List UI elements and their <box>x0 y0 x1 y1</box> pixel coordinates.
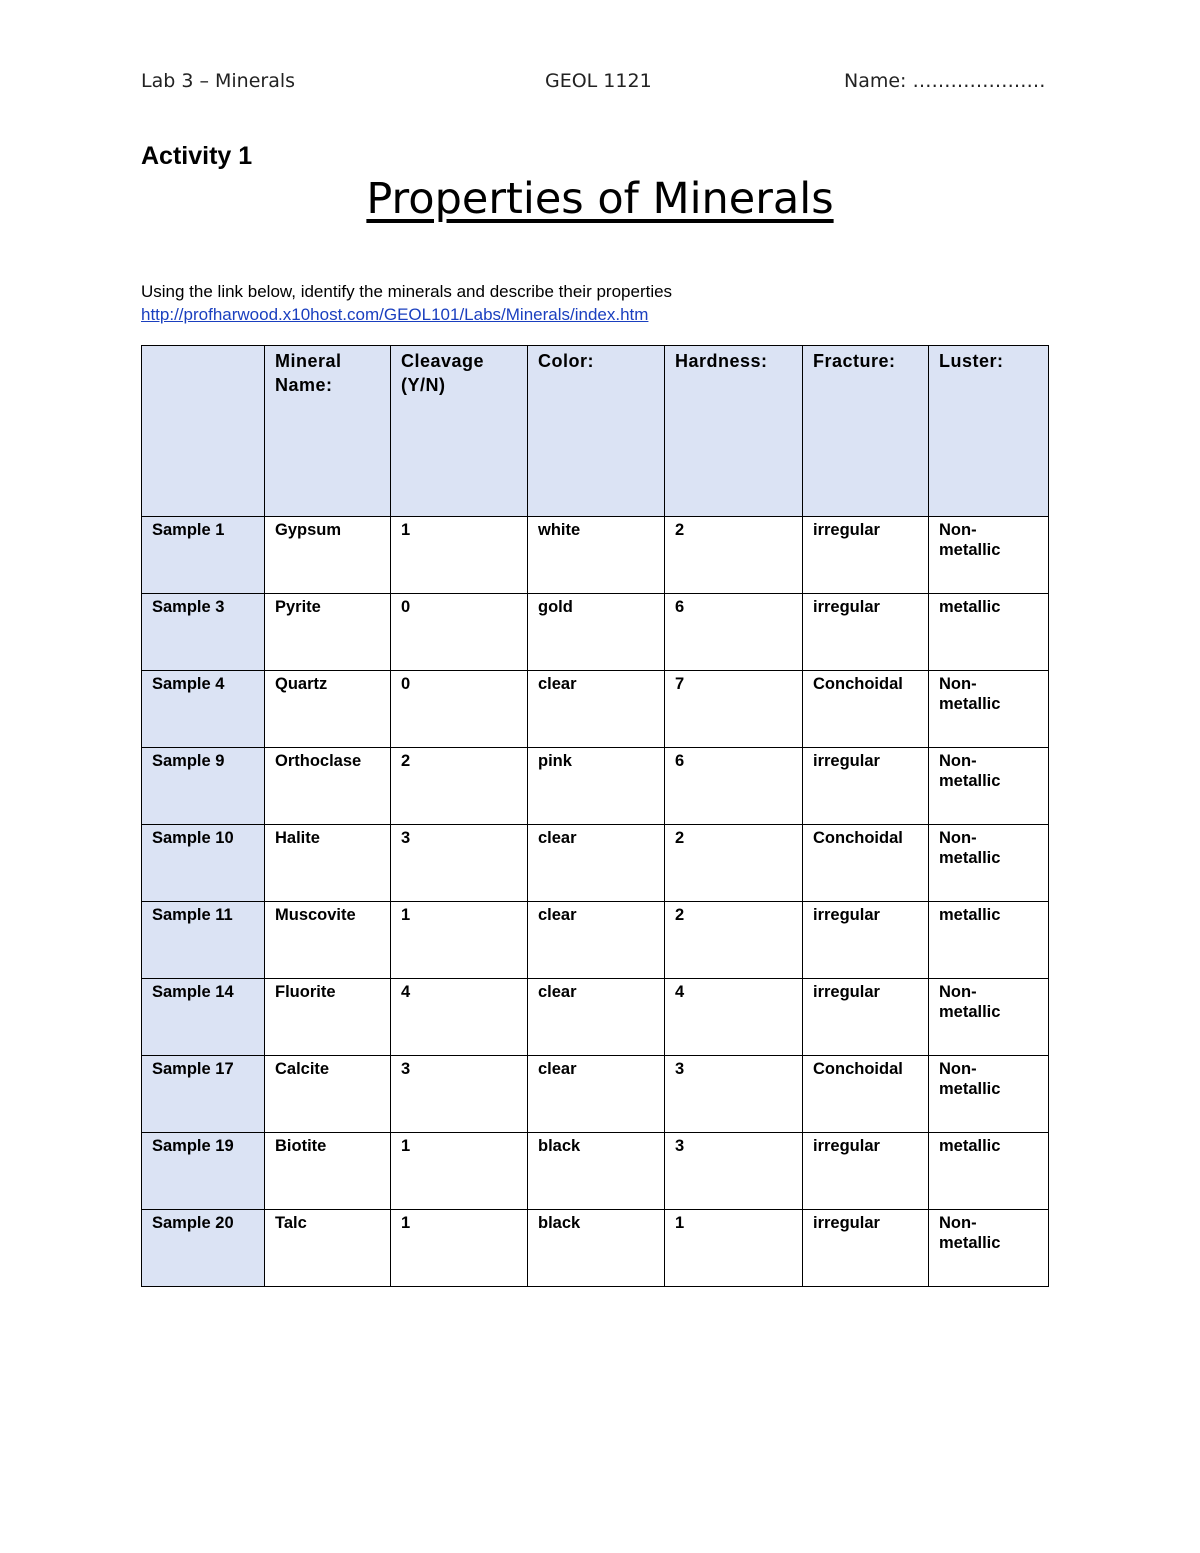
table-row <box>142 517 1049 594</box>
activity-heading: Activity 1 <box>141 142 253 170</box>
cell-sample: Sample 19 <box>142 1133 265 1210</box>
header-cell-sample <box>142 346 265 517</box>
cell-hardness: 3 <box>665 1056 803 1133</box>
cell-sample: Sample 14 <box>142 979 265 1056</box>
table-row <box>142 1056 1049 1133</box>
cell-color: black <box>528 1133 665 1210</box>
cell-cleavage: 0 <box>391 594 528 671</box>
cell-mineral-name: Gypsum <box>265 517 391 594</box>
cell-hardness: 4 <box>665 979 803 1056</box>
instructions <box>141 280 672 326</box>
cell-cleavage: 4 <box>391 979 528 1056</box>
cell-luster: metallic <box>929 1133 1049 1210</box>
cell-sample: Sample 1 <box>142 517 265 594</box>
name-field-label: Name: ………………… <box>844 70 1046 92</box>
cell-color: gold <box>528 594 665 671</box>
table-row <box>142 748 1049 825</box>
cell-fracture: Conchoidal <box>803 671 929 748</box>
cell-hardness: 2 <box>665 902 803 979</box>
cell-hardness: 2 <box>665 517 803 594</box>
cell-fracture: irregular <box>803 748 929 825</box>
cell-hardness: 1 <box>665 1210 803 1287</box>
cell-luster: metallic <box>929 902 1049 979</box>
table-header-row <box>142 346 1049 517</box>
instructions-text: Using the link below, identify the minerals and describe their properties <box>141 282 673 301</box>
cell-cleavage: 1 <box>391 1210 528 1287</box>
cell-mineral-name: Pyrite <box>265 594 391 671</box>
course-code: GEOL 1121 <box>545 70 652 92</box>
table-row <box>142 1210 1049 1287</box>
cell-fracture: irregular <box>803 517 929 594</box>
cell-fracture: irregular <box>803 594 929 671</box>
cell-cleavage: 1 <box>391 902 528 979</box>
cell-sample: Sample 10 <box>142 825 265 902</box>
cell-sample: Sample 17 <box>142 1056 265 1133</box>
cell-mineral-name: Muscovite <box>265 902 391 979</box>
cell-sample: Sample 11 <box>142 902 265 979</box>
page-header <box>141 70 1059 94</box>
cell-luster: Non-metallic <box>929 748 1049 825</box>
cell-color: pink <box>528 748 665 825</box>
cell-luster: Non-metallic <box>929 1210 1049 1287</box>
table-row <box>142 1133 1049 1210</box>
cell-mineral-name: Calcite <box>265 1056 391 1133</box>
cell-sample: Sample 3 <box>142 594 265 671</box>
cell-cleavage: 1 <box>391 517 528 594</box>
header-cell-mineral-name: Mineral Name: <box>265 346 391 517</box>
cell-fracture: Conchoidal <box>803 825 929 902</box>
cell-cleavage: 0 <box>391 671 528 748</box>
table-row <box>142 902 1049 979</box>
cell-cleavage: 1 <box>391 1133 528 1210</box>
minerals-table <box>141 345 1049 1287</box>
cell-color: clear <box>528 1056 665 1133</box>
cell-fracture: irregular <box>803 979 929 1056</box>
cell-hardness: 6 <box>665 594 803 671</box>
cell-color: clear <box>528 902 665 979</box>
cell-color: white <box>528 517 665 594</box>
page-title: Properties of Minerals <box>366 174 834 224</box>
cell-color: clear <box>528 979 665 1056</box>
cell-hardness: 6 <box>665 748 803 825</box>
cell-sample: Sample 4 <box>142 671 265 748</box>
cell-luster: metallic <box>929 594 1049 671</box>
header-cell-hardness: Hardness: <box>665 346 803 517</box>
table-row <box>142 671 1049 748</box>
cell-luster: Non-metallic <box>929 1056 1049 1133</box>
header-cell-color: Color: <box>528 346 665 517</box>
cell-color: clear <box>528 825 665 902</box>
header-cell-luster: Luster: <box>929 346 1049 517</box>
cell-luster: Non-metallic <box>929 671 1049 748</box>
table-row <box>142 825 1049 902</box>
cell-mineral-name: Halite <box>265 825 391 902</box>
cell-color: clear <box>528 671 665 748</box>
cell-fracture: irregular <box>803 902 929 979</box>
cell-hardness: 3 <box>665 1133 803 1210</box>
cell-fracture: irregular <box>803 1133 929 1210</box>
cell-hardness: 7 <box>665 671 803 748</box>
table-row <box>142 979 1049 1056</box>
cell-fracture: Conchoidal <box>803 1056 929 1133</box>
cell-hardness: 2 <box>665 825 803 902</box>
cell-luster: Non-metallic <box>929 825 1049 902</box>
lab-title: Lab 3 – Minerals <box>141 70 296 92</box>
cell-color: black <box>528 1210 665 1287</box>
cell-mineral-name: Biotite <box>265 1133 391 1210</box>
cell-sample: Sample 9 <box>142 748 265 825</box>
header-cell-cleavage: Cleavage (Y/N) <box>391 346 528 517</box>
cell-sample: Sample 20 <box>142 1210 265 1287</box>
cell-cleavage: 3 <box>391 825 528 902</box>
header-cell-fracture: Fracture: <box>803 346 929 517</box>
cell-luster: Non-metallic <box>929 979 1049 1056</box>
cell-mineral-name: Talc <box>265 1210 391 1287</box>
cell-cleavage: 3 <box>391 1056 528 1133</box>
cell-mineral-name: Quartz <box>265 671 391 748</box>
minerals-link[interactable]: http://profharwood.x10host.com/GEOL101/Labs/Minerals/index.htm <box>141 305 649 324</box>
cell-mineral-name: Orthoclase <box>265 748 391 825</box>
cell-mineral-name: Fluorite <box>265 979 391 1056</box>
cell-fracture: irregular <box>803 1210 929 1287</box>
cell-cleavage: 2 <box>391 748 528 825</box>
table-row <box>142 594 1049 671</box>
cell-luster: Non-metallic <box>929 517 1049 594</box>
